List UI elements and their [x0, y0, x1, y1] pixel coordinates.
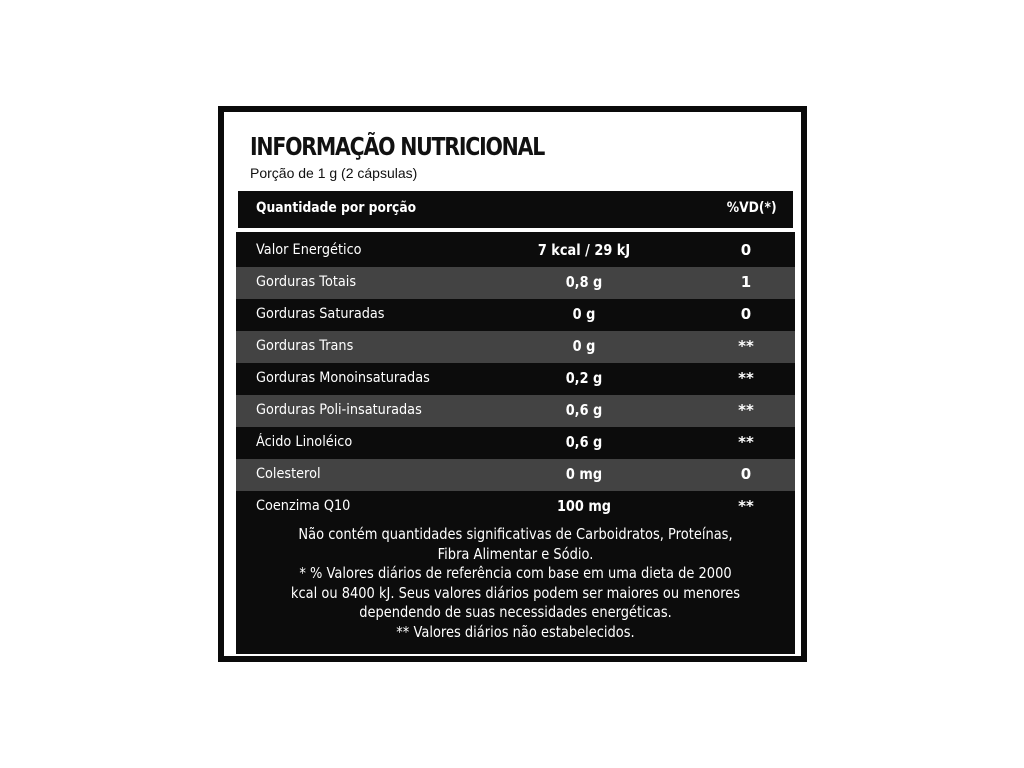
nutrient-amount: 0 mg	[565, 465, 603, 483]
table-row	[236, 299, 795, 331]
nutrient-name: Gorduras Trans	[256, 338, 354, 354]
serving-size: Porção de 1 g (2 cápsulas)	[250, 165, 418, 181]
header-daily-value: %VD(*)	[727, 200, 777, 216]
nutrient-name: Gorduras Saturadas	[256, 306, 385, 322]
table-row	[236, 427, 795, 459]
header-quantity: Quantidade por porção	[256, 200, 417, 216]
nutrient-amount: 100 mg	[556, 497, 612, 515]
nutrient-name: Gorduras Poli-insaturadas	[256, 402, 422, 418]
footnote-line: dependendo de suas necessidades energéticas.	[359, 603, 672, 621]
table-row	[236, 459, 795, 491]
footnote-line: Fibra Alimentar e Sódio.	[437, 544, 594, 563]
nutrient-amount: 7 kcal / 29 kJ	[537, 241, 631, 259]
table-row	[236, 235, 795, 267]
nutrition-label	[218, 106, 807, 662]
nutrient-daily-value: 1	[740, 273, 752, 291]
nutrient-name: Valor Energético	[256, 242, 362, 258]
footnote-line: * % Valores diários de referência com base em uma dieta de 2000	[299, 564, 732, 582]
footnote-line: kcal ou 8400 kJ. Seus valores diários podem ser maiores ou menores	[290, 583, 741, 602]
nutrient-amount: 0,8 g	[565, 273, 603, 291]
table-header	[238, 191, 793, 228]
nutrient-amount: 0,2 g	[565, 369, 603, 387]
nutrient-name: Gorduras Totais	[256, 274, 357, 290]
label-title: INFORMAÇÃO NUTRICIONAL	[250, 132, 545, 161]
nutrient-daily-value: 0	[740, 305, 752, 323]
table-row	[236, 267, 795, 299]
nutrient-daily-value: **	[738, 337, 754, 355]
nutrient-daily-value: 0	[740, 241, 752, 259]
footnotes	[236, 525, 795, 642]
table-row	[236, 331, 795, 363]
nutrient-amount: 0 g	[572, 305, 596, 323]
nutrient-daily-value: **	[738, 497, 754, 515]
table-row	[236, 491, 795, 523]
nutrient-daily-value: 0	[740, 465, 752, 483]
nutrient-amount: 0,6 g	[565, 433, 603, 451]
table-row	[236, 363, 795, 395]
table-row	[236, 395, 795, 427]
nutrient-rows	[236, 235, 795, 523]
nutrient-name: Gorduras Monoinsaturadas	[256, 370, 430, 386]
nutrient-daily-value: **	[738, 433, 754, 451]
nutrient-amount: 0 g	[572, 337, 596, 355]
footnote-line: Não contém quantidades significativas de Carboidratos, Proteínas,	[298, 525, 733, 543]
nutrient-amount: 0,6 g	[565, 401, 603, 419]
nutrient-daily-value: **	[738, 401, 754, 419]
nutrient-table	[236, 232, 795, 654]
nutrient-name: Ácido Linoléico	[256, 434, 353, 450]
footnote-line: ** Valores diários não estabelecidos.	[396, 622, 635, 641]
nutrient-name: Coenzima Q10	[256, 498, 351, 514]
nutrient-daily-value: **	[738, 369, 754, 387]
nutrient-name: Colesterol	[256, 466, 321, 482]
